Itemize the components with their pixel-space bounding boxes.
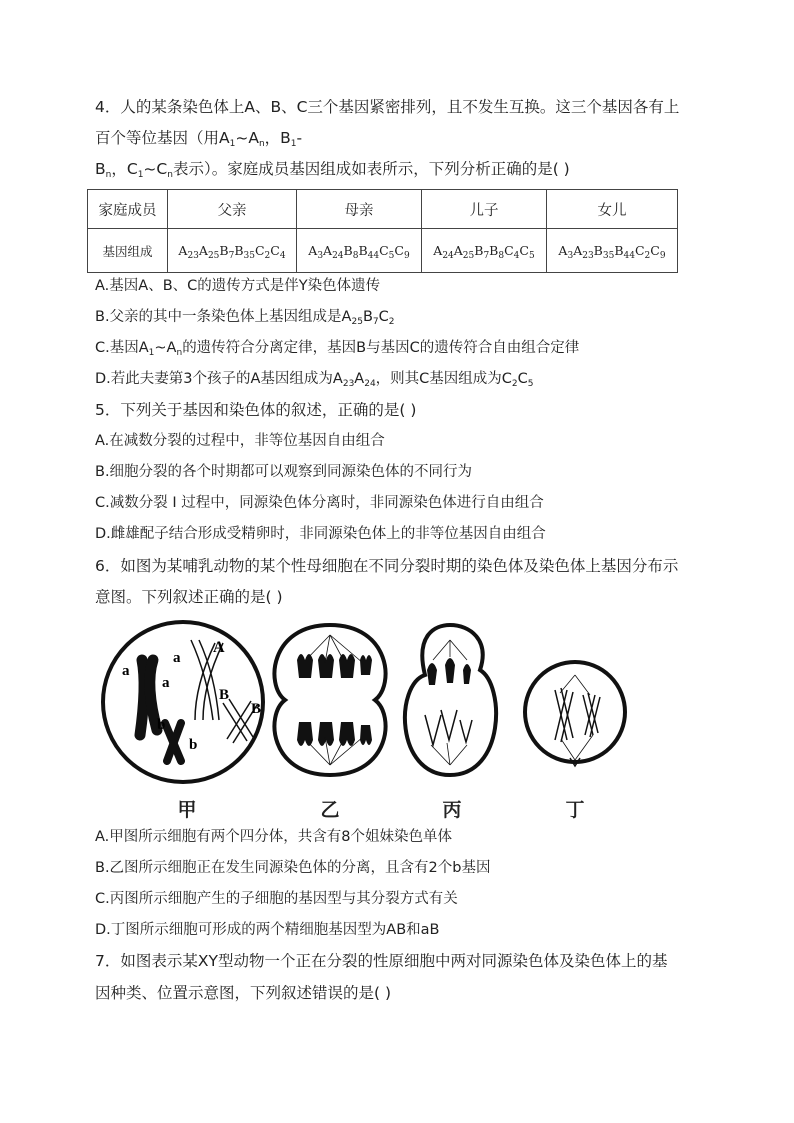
cell-label-bing: 丙 [442,799,462,821]
q4-stem-line2: 百个等位基因（用$A_1\sim A_n$，$B_1-$ [95,129,303,149]
gene-label: a [162,675,170,691]
cell-bing [405,625,496,775]
q4-option-a: A.基因A、B、C的遗传方式是伴Y染色体遗传 [95,278,381,294]
cell-label-ding: 丁 [565,799,585,821]
gene-label: a [173,650,181,666]
table-row [88,229,678,273]
q6-stem-line2: 意图。下列叙述正确的是( ) [95,588,283,606]
gene-label: B [251,701,262,717]
q4-stem-line1: 4．人的某条染色体上A、B、C三个基因紧密排列，且不发生互换。这三个基因各有上 [95,98,680,116]
q5-option-a: A.在减数分裂的过程中，非等位基因自由组合 [95,433,385,449]
q7-stem-line2: 因种类、位置示意图，下列叙述错误的是( ) [95,984,392,1002]
q5-option-d: D.雌雄配子结合形成受精卵时，非同源染色体上的非等位基因自由组合 [95,526,546,542]
genotype-mother: $A_3A_{24}B_8B_{44}C_5C_9$ [297,229,422,273]
q5-option-c: C.减数分裂 I 过程中，同源染色体分离时，非同源染色体进行自由组合 [95,495,544,511]
cell-label-jia: 甲 [177,799,197,821]
table-header-cell: 家庭成员 [88,190,168,229]
q6-option-b: B.乙图所示细胞正在发生同源染色体的分离，且含有2个b基因 [95,860,491,876]
q4-option-b: B.父亲的其中一条染色体上基因组成是$A_{25}B_7C_2$ [95,309,395,327]
q6-option-c: C.丙图所示细胞产生的子细胞的基因型与其分裂方式有关 [95,891,458,907]
q5-option-b: B.细胞分裂的各个时期都可以观察到同源染色体的不同行为 [95,464,473,480]
genotype-table [87,189,678,273]
q6-option-a: A.甲图所示细胞有两个四分体，共含有8个姐妹染色单体 [95,829,452,845]
table-header-cell: 女儿 [547,190,678,229]
genotype-father: $A_{23}A_{25}B_7B_{35}C_2C_4$ [168,229,297,273]
cell-label-yi: 乙 [320,799,340,821]
gene-label: b [157,717,166,733]
table-header-cell: 儿子 [422,190,547,229]
genotype-daughter: $A_3A_{23}B_{35}B_{44}C_2C_9$ [547,229,678,273]
gene-label: b [189,737,198,753]
q7-stem-line1: 7．如图表示某XY型动物一个正在分裂的性原细胞中两对同源染色体及染色体上的基 [95,952,668,970]
q4-option-c: C.基因$A_1\sim A_n$的遗传符合分离定律，基因B与基因C的遗传符合自由组合定律 [95,340,580,358]
q6-stem-line1: 6．如图为某哺乳动物的某个性母细胞在不同分裂时期的染色体及染色体上基因分布示 [95,557,679,575]
table-header-row [88,190,678,229]
cell-division-figure [95,615,635,790]
cell-ding [525,662,625,766]
table-row-label: 基因组成 [88,229,168,273]
cell-yi [274,625,385,775]
table-header-cell: 母亲 [297,190,422,229]
q5-stem: 5．下列关于基因和染色体的叙述，正确的是( ) [95,401,417,419]
chromosome-x-small [165,723,181,761]
gene-label: B [219,687,230,703]
chromosome-x-large [140,660,157,735]
q6-option-d: D.丁图所示细胞可形成的两个精细胞基因型为AB和aB [95,922,440,938]
gene-label: A [213,639,225,656]
cell-jia [103,622,263,782]
q4-stem-line3: $B_n$，$C_1\sim C_n$表示）。家庭成员基因组成如表所示，下列分析正确的是( ) [95,160,570,180]
genotype-son: $A_{24}A_{25}B_7B_8C_4C_5$ [422,229,547,273]
q4-option-d: D.若此夫妻第3个孩子的A基因组成为$A_{23}A_{24}$，则其C基因组成为$C_2C_5$ [95,371,534,389]
gene-label: a [122,663,130,679]
table-header-cell: 父亲 [168,190,297,229]
